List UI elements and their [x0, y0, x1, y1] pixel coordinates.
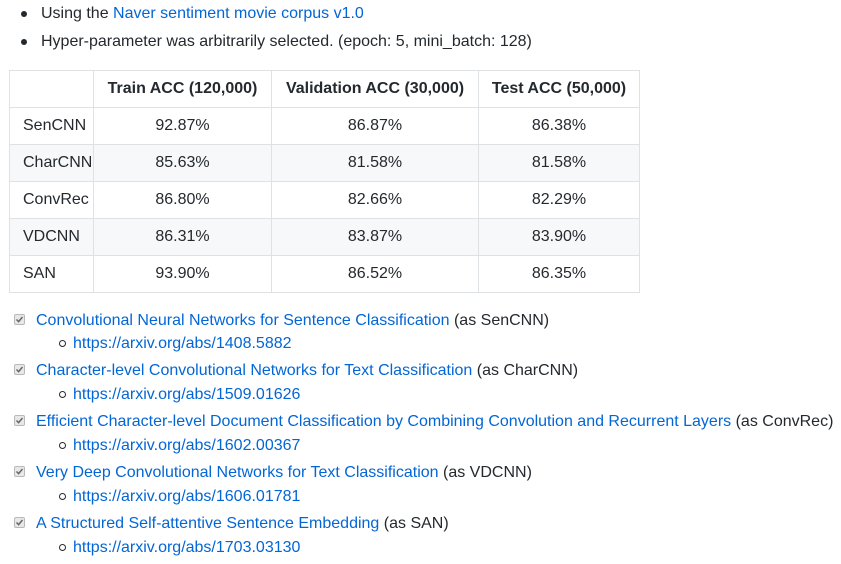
table-row [10, 108, 640, 145]
cell-test: 86.35% [479, 256, 640, 293]
checkmark-icon [15, 467, 24, 476]
cell-train: 85.63% [94, 145, 272, 182]
paper-url-link[interactable]: https://arxiv.org/abs/1509.01626 [73, 386, 301, 403]
cell-validation: 86.87% [272, 108, 479, 145]
paper-url-link[interactable]: https://arxiv.org/abs/1602.00367 [73, 437, 301, 454]
cell-model: VDCNN [10, 219, 94, 256]
circle-bullet-icon [59, 340, 66, 347]
task-checkbox[interactable] [14, 415, 25, 426]
table-header-row [10, 71, 640, 108]
header-cell-validation: Validation ACC (30,000) [272, 71, 479, 108]
task-checkbox[interactable] [14, 364, 25, 375]
cell-train: 86.31% [94, 219, 272, 256]
table-row [10, 182, 640, 219]
cell-validation: 86.52% [272, 256, 479, 293]
cell-model: ConvRec [10, 182, 94, 219]
bullet-icon [21, 39, 27, 45]
cell-model: SenCNN [10, 108, 94, 145]
intro-line-1-prefix: Using the [41, 5, 114, 22]
cell-test: 81.58% [479, 145, 640, 182]
corpus-link[interactable]: Naver sentiment movie corpus v1.0 [113, 5, 364, 22]
checkmark-icon [15, 315, 24, 324]
checkmark-icon [15, 518, 24, 527]
paper-title-link[interactable]: Character-level Convolutional Networks for Text Classification [36, 362, 473, 379]
cell-validation: 81.58% [272, 145, 479, 182]
task-checkbox[interactable] [14, 517, 25, 528]
task-checkbox[interactable] [14, 314, 25, 325]
table-row [10, 219, 640, 256]
header-cell-test: Test ACC (50,000) [479, 71, 640, 108]
cell-model: SAN [10, 256, 94, 293]
header-cell-model [10, 71, 94, 108]
results-table [9, 70, 640, 293]
cell-test: 82.29% [479, 182, 640, 219]
intro-line-2: Hyper-parameter was arbitrarily selected. (epoch: 5, mini_batch: 128) [41, 33, 532, 50]
paper-title-link[interactable]: Convolutional Neural Networks for Sentence Classification [36, 312, 450, 329]
paper-alias: (as ConvRec) [731, 413, 834, 430]
paper-alias: (as SenCNN) [449, 312, 550, 329]
cell-train: 92.87% [94, 108, 272, 145]
paper-alias: (as VDCNN) [438, 464, 532, 481]
task-checkbox[interactable] [14, 466, 25, 477]
table-row [10, 145, 640, 182]
paper-title-link[interactable]: Efficient Character-level Document Classification by Combining Convolution and Recurrent Layers [36, 413, 732, 430]
paper-title-link[interactable]: A Structured Self-attentive Sentence Embedding [36, 515, 380, 532]
cell-validation: 83.87% [272, 219, 479, 256]
circle-bullet-icon [59, 391, 66, 398]
cell-validation: 82.66% [272, 182, 479, 219]
paper-title-link[interactable]: Very Deep Convolutional Networks for Text Classification [36, 464, 439, 481]
table-row [10, 256, 640, 293]
paper-alias: (as CharCNN) [472, 362, 579, 379]
circle-bullet-icon [59, 493, 66, 500]
cell-train: 93.90% [94, 256, 272, 293]
paper-url-link[interactable]: https://arxiv.org/abs/1703.03130 [73, 539, 301, 556]
cell-train: 86.80% [94, 182, 272, 219]
paper-alias: (as SAN) [379, 515, 449, 532]
header-cell-train: Train ACC (120,000) [94, 71, 272, 108]
bullet-icon [21, 11, 27, 17]
intro-line-1 [41, 0, 364, 28]
cell-test: 83.90% [479, 219, 640, 256]
paper-url-link[interactable]: https://arxiv.org/abs/1408.5882 [73, 335, 292, 352]
cell-test: 86.38% [479, 108, 640, 145]
circle-bullet-icon [59, 442, 66, 449]
paper-url-link[interactable]: https://arxiv.org/abs/1606.01781 [73, 488, 301, 505]
checkmark-icon [15, 365, 24, 374]
checkmark-icon [15, 416, 24, 425]
circle-bullet-icon [59, 544, 66, 551]
cell-model: CharCNN [10, 145, 94, 182]
